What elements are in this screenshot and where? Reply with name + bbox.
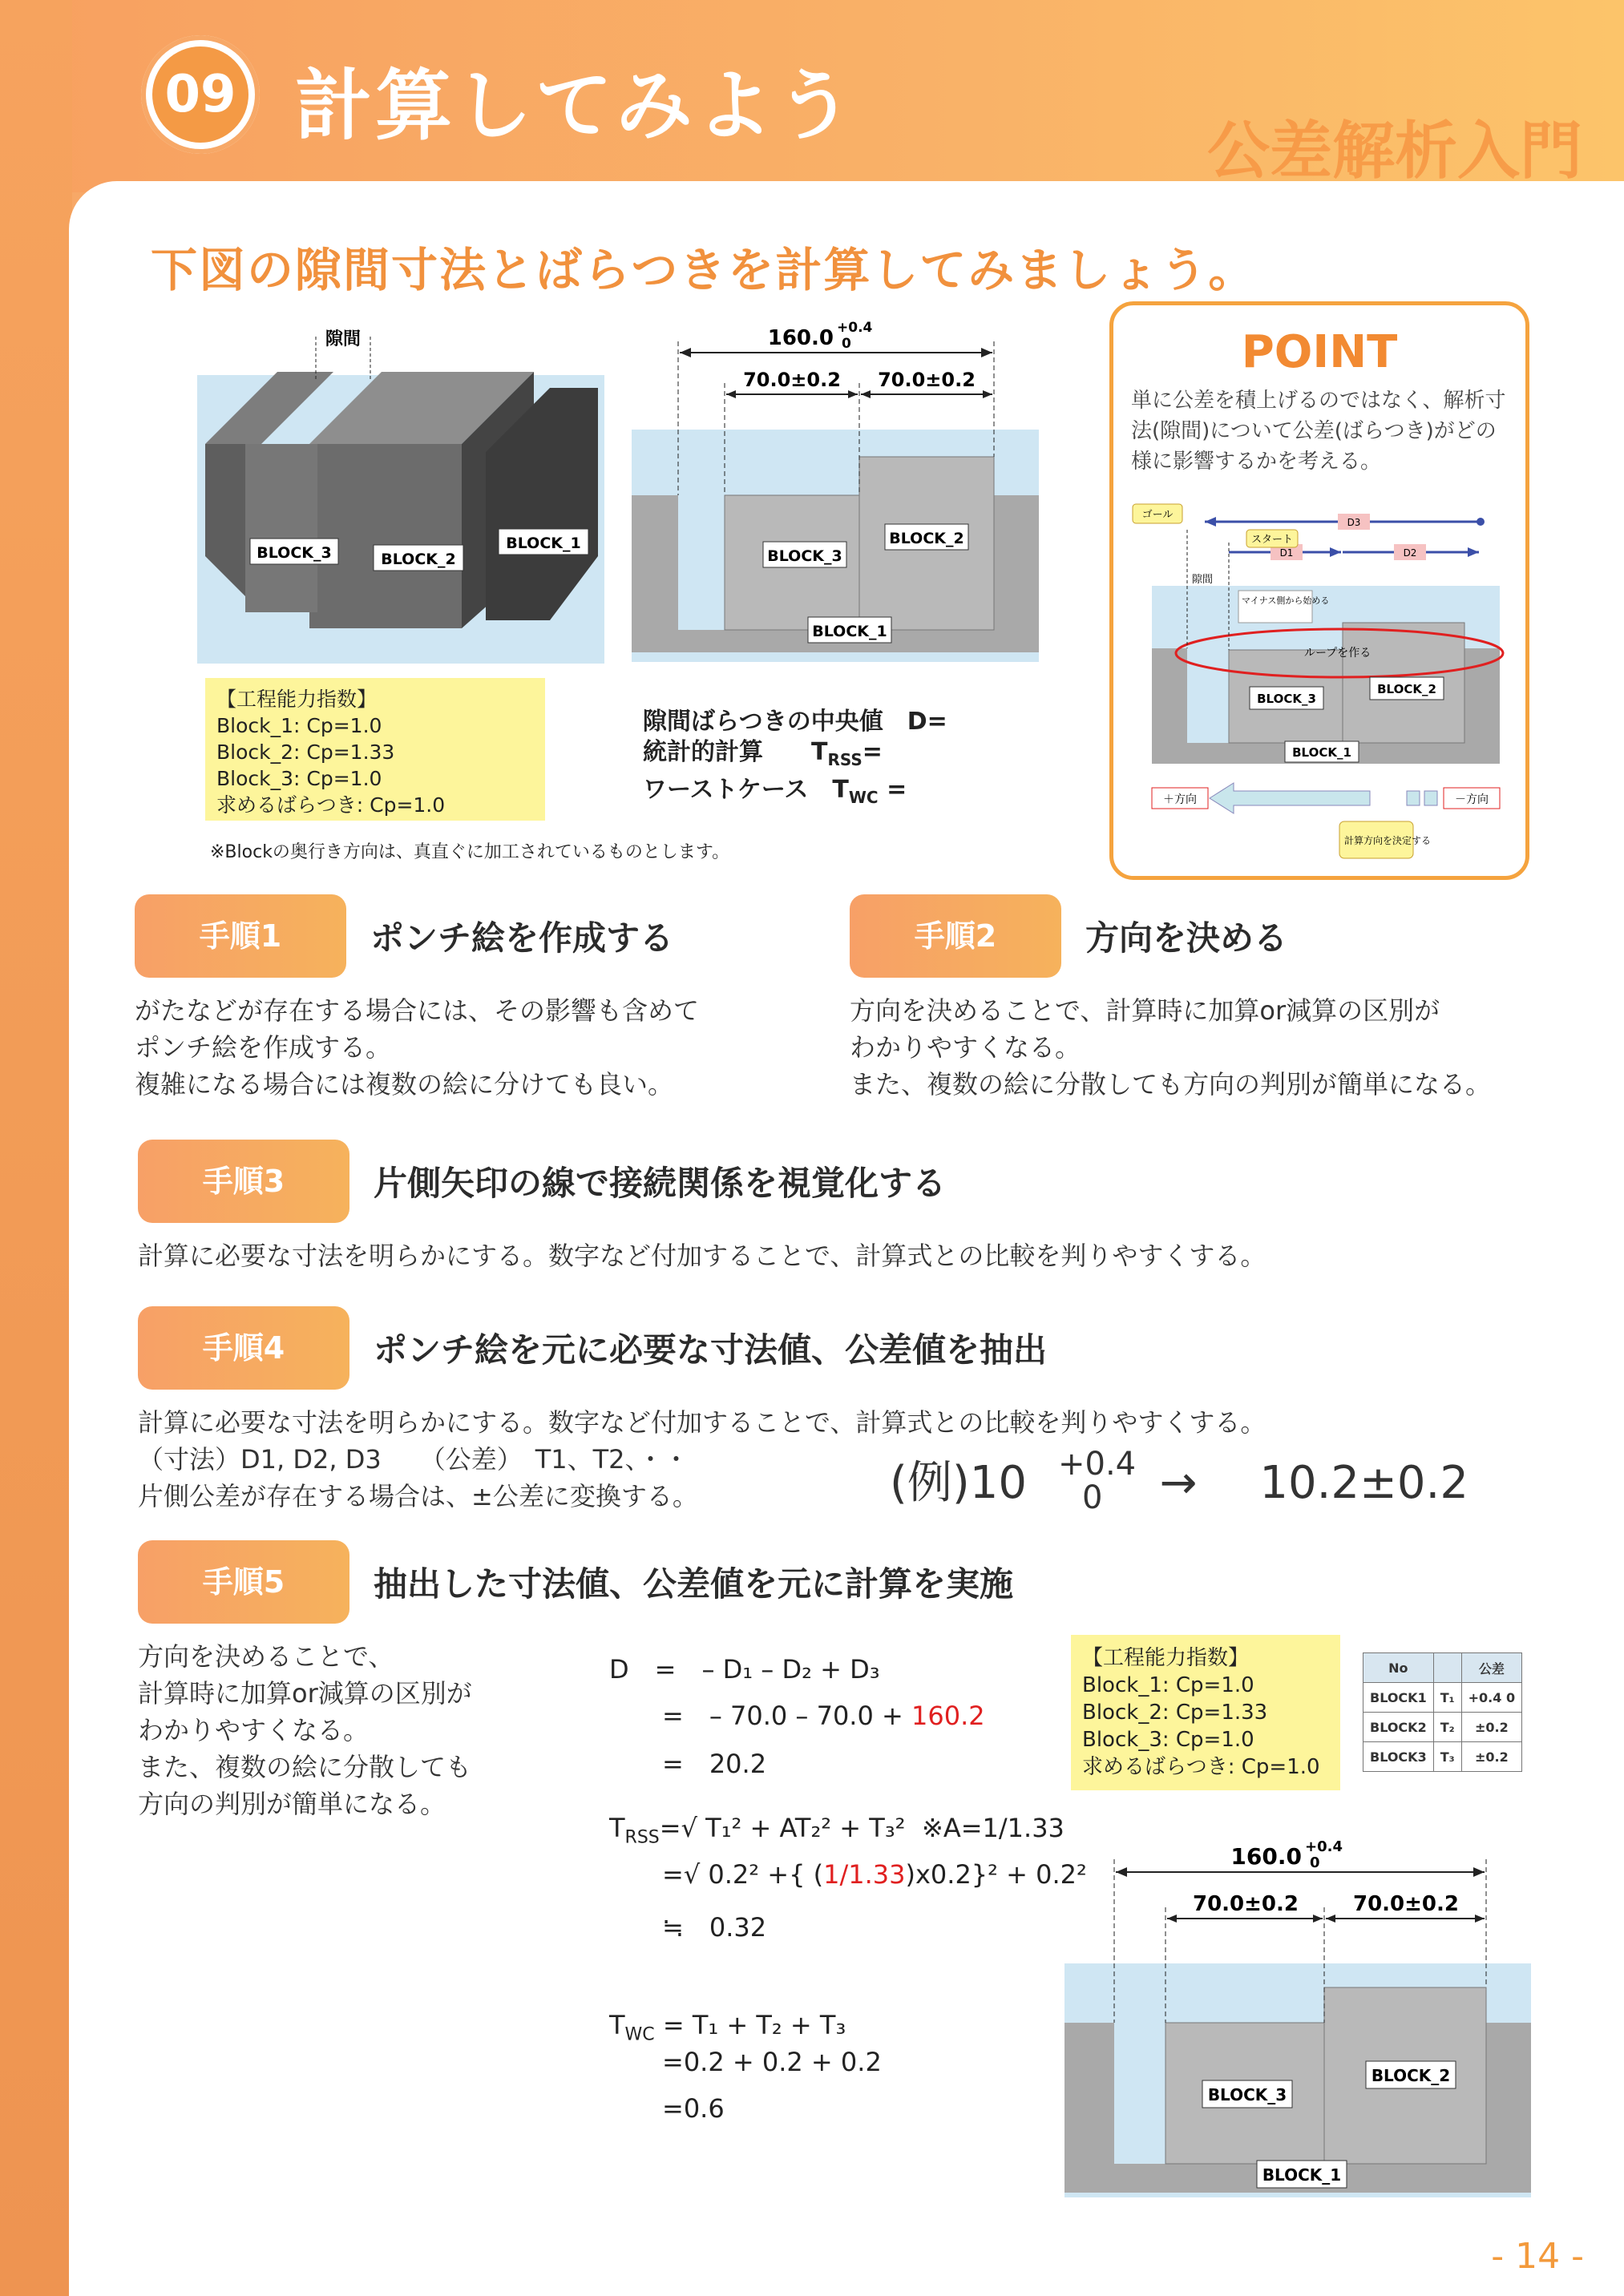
capability-line: Block_2: Cp=1.33 <box>216 740 395 764</box>
diagram-d1: D1 <box>1279 547 1294 559</box>
diagram-start: スタート <box>1250 534 1294 546</box>
math-wc3: =0.6 <box>662 2093 725 2124</box>
fig3-block3: BLOCK_3 <box>1207 2085 1287 2104</box>
capability-line: Block_1: Cp=1.0 <box>216 714 382 737</box>
fig3-dim-b: 70.0±0.2 <box>1353 1892 1459 1916</box>
fig1-block3: BLOCK_3 <box>257 544 332 562</box>
example-result: 10.2±0.2 <box>1259 1457 1468 1509</box>
capability-line: 求めるばらつき: Cp=1.0 <box>216 793 446 817</box>
fig3-total-upper: +0.4 <box>1305 1838 1343 1855</box>
calc-labels <box>643 707 947 813</box>
math-d3: = 20.2 <box>662 1749 767 1779</box>
step2-head: 方向を決める <box>1085 918 1288 958</box>
step3-tag: 手順3 <box>138 1140 349 1223</box>
math-rss-note: ※A=1/1.33 <box>922 1813 1064 1843</box>
capability-line: Block_3: Cp=1.0 <box>216 767 382 790</box>
fig2-dim-b: 70.0±0.2 <box>878 369 976 391</box>
depth-note: ※Blockの奥行き方向は、真直ぐに加工されているものとします。 <box>210 842 730 862</box>
example-prefix: (例)10 <box>890 1457 1027 1509</box>
diagram-block3: BLOCK_3 <box>1257 692 1316 706</box>
diagram-gap: 隙間 <box>1192 574 1214 586</box>
step1-tag: 手順1 <box>135 894 346 978</box>
figure-section <box>630 317 1042 664</box>
fig2-block1: BLOCK_1 <box>812 623 887 640</box>
capability-box <box>205 678 545 821</box>
diagram-d3: D3 <box>1347 517 1361 528</box>
point-diagram <box>1129 498 1514 866</box>
fig3-block2: BLOCK_2 <box>1371 2066 1451 2085</box>
fig2-block2: BLOCK_2 <box>889 530 964 547</box>
fig2-total-dim: 160.0 <box>767 326 834 350</box>
step1-head: ポンチ絵を作成する <box>370 918 674 958</box>
calc-label-rss: 統計的計算 $T_{RSS}=$ <box>643 738 883 769</box>
calc-label-median: 隙間ばらつきの中央値 D= <box>643 708 947 736</box>
step5-head: 抽出した寸法値、公差値を元に計算を実施 <box>374 1564 1014 1604</box>
step5-body: 方向を決めることで、 計算時に加算or減算の区別が わかりやすくなる。 また、複数の絵に分散しても 方向の判別が簡単になる。 <box>138 1641 472 1819</box>
chapter-number: 09 <box>152 46 248 143</box>
capability-box-2: 【工程能力指数】 Block_1: Cp=1.0 Block_2: Cp=1.33 Block_3: Cp=1.0 求めるばらつき: Cp=1.0 <box>1071 1635 1340 1790</box>
step2-body: 方向を決めることで、計算時に加算or減算の区別が わかりやすくなる。 また、複数の絵に分散しても方向の判別が簡単になる。 <box>850 995 1492 1100</box>
step3-body: 計算に必要な寸法を明らかにする。数字など付加することで、計算式との比較を判りやすくする。 <box>138 1241 1266 1271</box>
example-upper: +0.4 <box>1058 1446 1137 1483</box>
step2-tag: 手順2 <box>850 894 1061 978</box>
fig1-gap-label: 隙間 <box>325 329 362 349</box>
math-wc1: $T_{WC} = T_1 + T_2 + T_3$ <box>609 2010 846 2045</box>
step4-body: 計算に必要な寸法を明らかにする。数字など付加することで、計算式との比較を判りやすくする。 （寸法）D1, D2, D3 （公差） T1、T2、・・ 片側公差が存在する場合は、±公差に変換する。 <box>138 1407 1266 1511</box>
page-title: 計算してみよう <box>295 61 856 151</box>
fig2-total-upper: +0.4 <box>837 320 873 336</box>
diagram-plus-dir: ＋方向 <box>1163 793 1197 806</box>
diagram-block1: BLOCK_1 <box>1292 745 1351 760</box>
step1-body: がたなどが存在する場合には、その影響も含めて ポンチ絵を作成する。 複雑になる場合には複数の絵に分けても良い。 <box>135 995 700 1100</box>
fig1-block1: BLOCK_1 <box>506 535 581 552</box>
diagram-block2: BLOCK_2 <box>1377 682 1436 696</box>
diagram-goal: ゴール <box>1141 509 1174 521</box>
diagram-minus-note: マイナス側から始める <box>1242 595 1330 606</box>
fig2-total-lower: 0 <box>842 336 851 352</box>
diagram-minus-dir: －方向 <box>1455 793 1489 806</box>
math-d2: = – 70.0 – 70.0 + 160.2 <box>662 1701 985 1731</box>
example-arrow: → <box>1159 1457 1198 1509</box>
math-rss3: ≒ 0.32 <box>662 1912 767 1943</box>
fig3-total-dim: 160.0 <box>1230 1843 1302 1870</box>
chapter-badge <box>141 35 260 154</box>
calc-label-wc: ワーストケース $T_{WC}$ = <box>643 776 907 807</box>
left-band <box>0 0 72 2296</box>
step3-head: 片側矢印の線で接続関係を視覚化する <box>374 1164 947 1203</box>
example-lower: 0 <box>1082 1479 1103 1516</box>
fig2-block3: BLOCK_3 <box>767 547 842 565</box>
capability-title: 【工程能力指数】 <box>216 688 378 711</box>
point-text: 単に公差を積上げるのではなく、解析寸法(隙間)について公差(ばらつき)がどの様に影響するかを考える。 <box>1131 389 1506 474</box>
diagram-d2: D2 <box>1403 547 1417 559</box>
point-title: POINT <box>1241 326 1398 378</box>
example-conversion <box>890 1447 1468 1511</box>
math-d1: D = – D₁ – D₂ + D₃ <box>609 1654 880 1685</box>
math-rss1: $T_{RSS}=√$ T₁² + AT₂² + T₃² <box>609 1813 906 1848</box>
figure-3d-blocks <box>197 324 604 664</box>
series-title: 公差解析入門 <box>1206 115 1582 188</box>
figure-section-2 <box>1061 1835 1534 2204</box>
fig1-block2: BLOCK_2 <box>381 551 456 568</box>
math-wc2: =0.2 + 0.2 + 0.2 <box>662 2047 882 2077</box>
step5-tag: 手順5 <box>138 1540 349 1624</box>
page-number: - 14 - <box>1491 2236 1584 2277</box>
fig3-total-lower: 0 <box>1310 1854 1320 1871</box>
fig3-dim-a: 70.0±0.2 <box>1193 1892 1299 1916</box>
step4-tag: 手順4 <box>138 1306 349 1390</box>
lead-text: 下図の隙間寸法とばらつきを計算してみましょう。 <box>151 243 1257 297</box>
step4-head: ポンチ絵を元に必要な寸法値、公差値を抽出 <box>374 1330 1048 1370</box>
diagram-decide: 計算方向を決定する <box>1344 835 1432 846</box>
diagram-loop: ループを作る <box>1304 647 1372 660</box>
math-rss2: =√ 0.2² +{ (1/1.33)x0.2}² + 0.2² <box>662 1859 1087 1890</box>
tolerance-table: No 公差 BLOCK1 T₁ +0.4 0 BLOCK2 T₂ ±0.2 BLOCK3 T₃ ±0.2 <box>1363 1652 1522 1772</box>
fig2-dim-a: 70.0±0.2 <box>743 369 841 391</box>
point-box <box>1109 301 1529 880</box>
fig3-block1: BLOCK_1 <box>1262 2165 1342 2185</box>
